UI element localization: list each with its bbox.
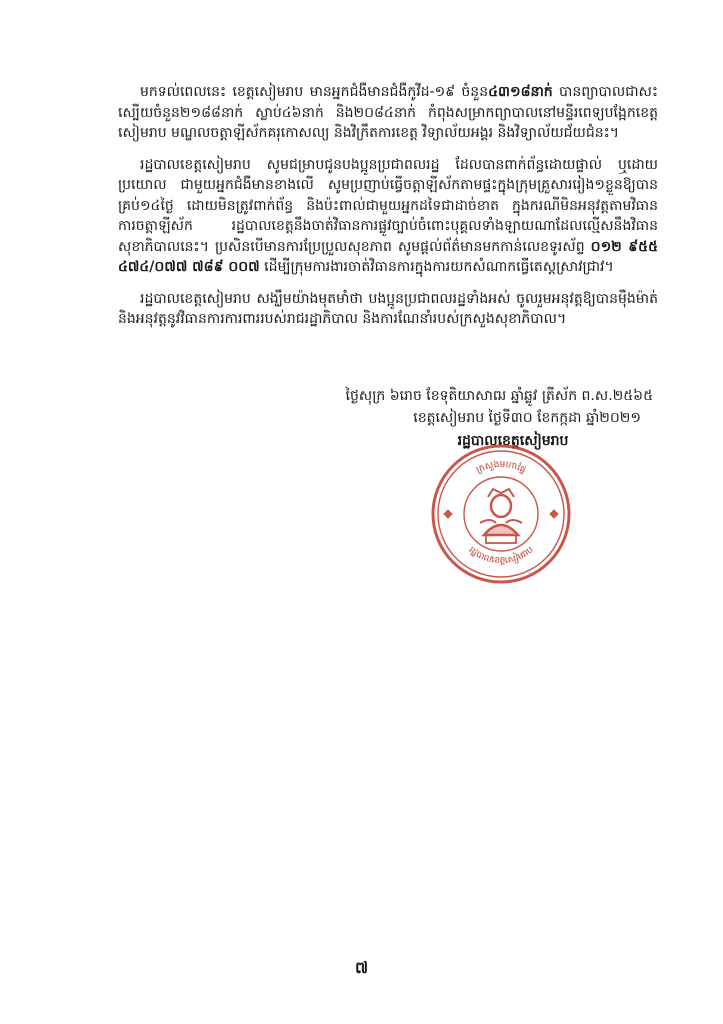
document-body bbox=[118, 82, 658, 334]
paragraph-case-summary bbox=[118, 82, 658, 144]
seal-lettering-top: ក្រសួងមហាផ្ទៃ bbox=[474, 459, 528, 476]
paragraph-text: រដ្ឋបាលខេត្តសៀមរាប សូមជម្រាបជូនបងប្អូនប្រជាពលរដ្ឋ ដែលបានពាក់ព័ន្ធដោយផ្ទាល់ ឬដោយប្រយោល ជាមួយអ្នកជំងឺមានខាងលើ សូមប្រញាប់ធ្វើចត្តាឡីស័កតាមផ្ទះក្នុងក្រុមគ្រួសាររៀង១ខ្លួនឱ្យបានគ្រប់១៤ថ្ងៃ ដោយមិនត្រូវពាក់ព័ន្ធ និងប៉ះពាល់ជាមួយអ្នកដទៃជាដាច់ខាត ក្នុងករណីមិនអនុវត្តតាមវិធានការចត្តាឡីស័ក រដ្ឋបាលខេត្តនឹងចាត់វិធានការផ្លូវច្បាប់ចំពោះបុគ្គលទាំងឡាយណាដែលល្មើសនឹងវិធានសុខាភិបាលនេះ។ ប្រសិនបើមានការប្រែប្រួលសុខភាព សូមផ្តល់ព័ត៌មានមកកាន់លេខទូរស័ព្ទ bbox=[118, 156, 658, 255]
paragraph-text: ដើម្បីក្រុមការងារចាត់វិធានការក្នុងការយកសំណាកធ្វើតេស្តស្រាវជ្រាវ។ bbox=[259, 259, 614, 275]
paragraph-quarantine-notice bbox=[118, 155, 658, 278]
seal-lettering-bottom: រដ្ឋបាលខេត្តសៀមរាប bbox=[466, 545, 536, 567]
solar-date: ខេត្តសៀមរាប ថ្ងៃទី៣០ ខែកក្កដា ឆ្នាំ២០២១ bbox=[413, 410, 641, 426]
paragraph-text: មកទល់ពេលនេះ ខេត្តសៀមរាប មានអ្នកជំងឺមានជំងឺកូវីដ-១៩ ចំនួន bbox=[140, 84, 489, 100]
date-block bbox=[233, 385, 653, 429]
paragraph-text: បានព្យាបាលជាសះស្បើយចំនួន២១៨៨នាក់ ស្លាប់៤៦នាក់ និង២០៨៤នាក់ កំពុងសម្រាកព្យាបាលនៅមន្ទីរពេទ្យបង្អែកខេត្តសៀមរាប មណ្ឌលចត្តាឡីស័កគរុកោសល្យ និងវិក្រឹតការខេត្ត វិទ្យាល័យអង្គរ និងវិទ្យាល័យជ័យជំនះ។ bbox=[118, 84, 659, 141]
lunar-date: ថ្ងៃសុក្រ ៦រោច ខែទុតិយាសាឍ ឆ្នាំឆ្លូវ ត្រីស័ក ព.ស.២៥៦៥ bbox=[345, 388, 653, 404]
paragraph-text: រដ្ឋបាលខេត្តសៀមរាប សង្ឃឹមយ៉ាងមុតមាំថា បងប្អូនប្រជាពលរដ្ឋទាំងអស់ ចូលរួមអនុវត្តឱ្យបានម៉ឺងម៉ាត់ និងអនុវត្តនូវវិធានការការពាររបស់រាជរដ្ឋាភិបាល និងការណែនាំរបស់ក្រសួងសុខាភិបាល។ bbox=[118, 290, 658, 327]
paragraph-appeal bbox=[118, 289, 658, 330]
case-count-emphasis: ៤៣១៨នាក់ bbox=[488, 84, 553, 100]
official-seal-stamp bbox=[430, 443, 572, 585]
page-number: ៧ bbox=[354, 958, 369, 977]
issuing-authority: រដ្ឋបាលខេត្តសៀមរាប bbox=[457, 433, 569, 449]
hotline-numbers: ០១២ ៩៥៥ ៤៧៤/០៧៧ ៧៨៩ ០០៧ bbox=[118, 238, 658, 275]
